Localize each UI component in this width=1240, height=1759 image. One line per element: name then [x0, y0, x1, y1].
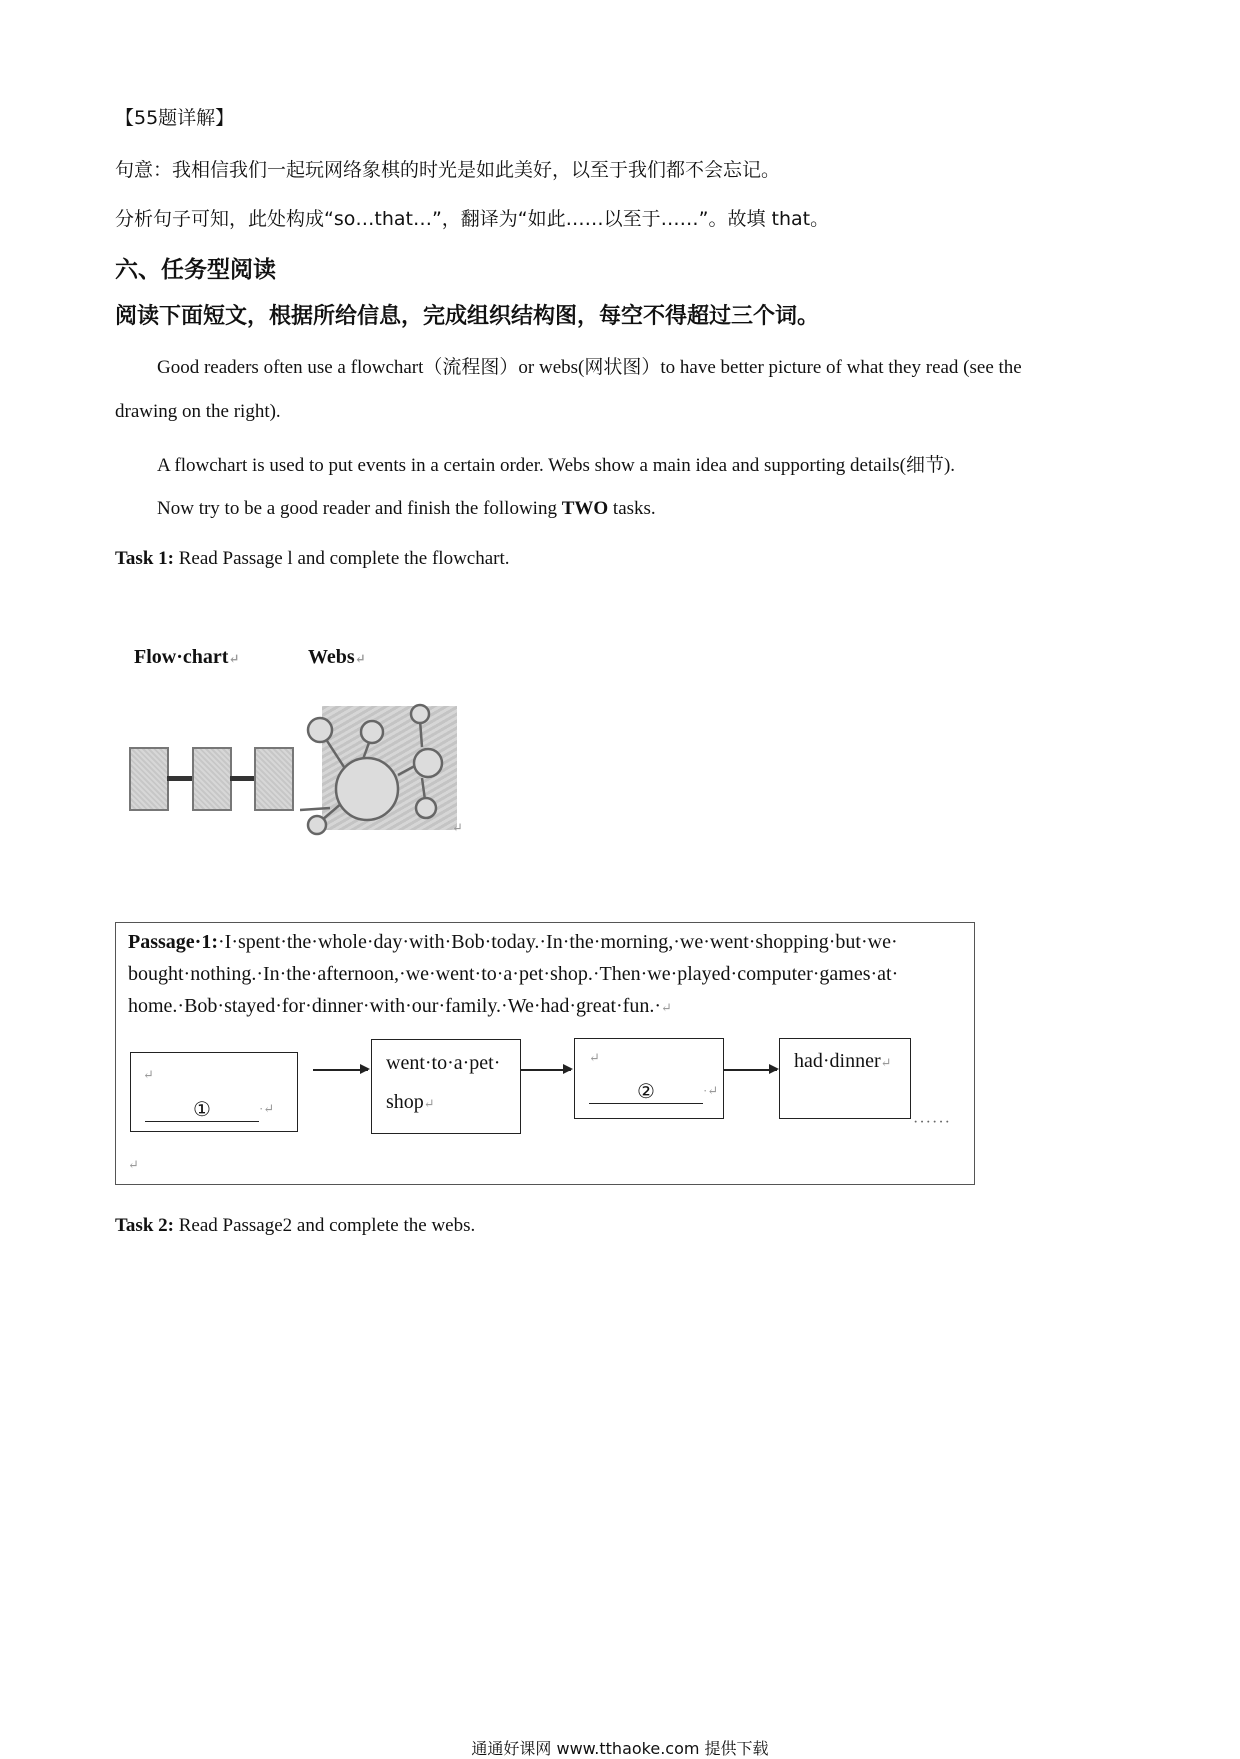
passage-1-line-2: bought·nothing.·In·the·afternoon,·we·went·to·a·pet·shop.·Then·we·played·computer·games·at· — [128, 963, 899, 985]
flowchart-box-2-line-2: shop↵ — [386, 1091, 435, 1113]
intro-paragraph-3: Now try to be a good reader and finish the following TWO tasks. — [157, 498, 656, 519]
flowchart-box-2-line-1: went·to·a·pet· — [386, 1052, 501, 1074]
flowchart-box-3 — [574, 1038, 724, 1119]
passage-1-line-1: Passage·1:·I·spent·the·whole·day·with·Bob·today.·In·the·morning,·we·went·shopping·but·we· — [128, 931, 898, 953]
passage-1-end-mark: ↵ — [128, 1157, 139, 1172]
webs-label: Webs↵ — [308, 646, 366, 668]
page-footer: 通通好课网 www.tthaoke.com 提供下载 — [471, 1739, 769, 1758]
flowchart-blank-2[interactable]: ② — [589, 1079, 703, 1104]
flowchart-ellipsis: ······ — [913, 1114, 951, 1131]
flowchart-illustration-connector-2 — [230, 776, 254, 781]
flowchart-arrow-1 — [313, 1069, 368, 1071]
intro-paragraph-1-line-1: Good readers often use a flowchart（流程图）or webs(网状图）to have better picture of what they read (see the — [157, 357, 1022, 378]
figure-return-mark: ↵ — [452, 820, 463, 835]
flowchart-arrow-3 — [724, 1069, 777, 1071]
flowchart-box-4 — [779, 1038, 911, 1119]
explanation-analysis: 分析句子可知，此处构成“so…that…”，翻译为“如此……以至于……”。故填 that。 — [115, 208, 830, 230]
intro-paragraph-2: A flowchart is used to put events in a certain order. Webs show a main idea and supporting details(细节). — [157, 455, 956, 476]
explanation-meaning: 句意：我相信我们一起玩网络象棋的时光是如此美好，以至于我们都不会忘记。 — [115, 159, 781, 181]
flowchart-box-3-end-mark: ·↵ — [703, 1083, 719, 1098]
flowchart-illustration-box-2 — [192, 747, 232, 811]
flowchart-label: Flow·chart↵ — [134, 646, 240, 668]
task-1-instruction: Task 1: Read Passage l and complete the flowchart. — [115, 548, 510, 569]
flowchart-arrow-2 — [520, 1069, 571, 1071]
flowchart-blank-1[interactable]: ① — [145, 1097, 259, 1122]
intro-paragraph-1-line-2: drawing on the right). — [115, 401, 281, 422]
flowchart-box-1-end-mark: ·↵ — [259, 1101, 275, 1116]
flowchart-box-3-return-mark: ↵ — [589, 1050, 600, 1065]
task-2-instruction: Task 2: Read Passage2 and complete the webs. — [115, 1215, 476, 1236]
flowchart-illustration-connector-1 — [167, 776, 192, 781]
section-heading: 六、任务型阅读 — [115, 257, 276, 283]
passage-1-line-3: home.·Bob·stayed·for·dinner·with·our·family.·We·had·great·fun.·↵ — [128, 995, 672, 1017]
flowchart-illustration-box-3 — [254, 747, 294, 811]
flowchart-box-4-text: had·dinner↵ — [794, 1050, 892, 1072]
flowchart-box-2 — [371, 1039, 521, 1134]
section-instruction: 阅读下面短文，根据所给信息，完成组织结构图，每空不得超过三个词。 — [115, 304, 820, 329]
flowchart-box-1-return-mark: ↵ — [143, 1067, 154, 1082]
webs-illustration — [300, 700, 470, 850]
explanation-title: 【55题详解】 — [115, 107, 235, 129]
flowchart-box-1 — [130, 1052, 298, 1132]
flowchart-illustration-box-1 — [129, 747, 169, 811]
